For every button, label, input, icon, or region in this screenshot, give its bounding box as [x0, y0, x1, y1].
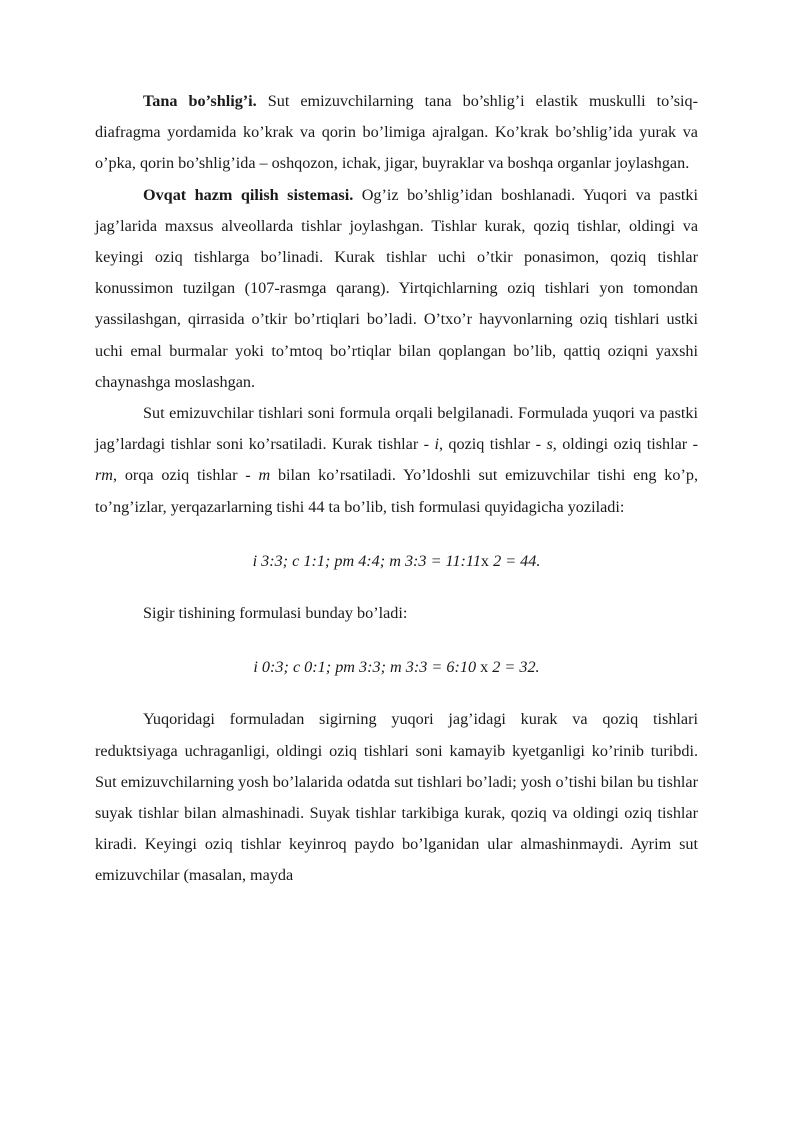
paragraph-heading: Tana bo’shlig’i. [143, 92, 257, 110]
text-run: Sut emizuvchilar tishlari soni formula orqali belgilanadi. Formulada yuqori va pastki jag’lardagi tishlar soni ko’rsatiladi. Kurak tishlar - [95, 404, 698, 454]
formula-part: 2 = 32. [488, 658, 540, 677]
symbol-molar: m [258, 466, 271, 485]
paragraph-text: Og’iz bo’shlig’idan boshlanadi. Yuqori va pastki jag’larida maxsus alveollarda tishlar joylashgan. Tishlar kurak, qoziq tishlar, oldingi va keyingi oziq tishlarga bo’linadi. Kurak tishlar uchi o’tkir ponasimon, qoziq tishlar konussimon tuzilgan (107-rasmga qarang). Yirtqichlarning oziq tishlari yon tomondan yassilashgan, qirrasida o’tkir bo’rtiqlari bo’ladi. O’txo’r hayvonlarning oziq tishlari ustki uchi emal burmalar yoki to’mtoq bo’rtiqlar bilan qoplangan bo’lib, qattiq oziqni yaxshi chaynashga moslashgan. [95, 185, 698, 391]
text-run: , orqa oziq tishlar - [113, 466, 259, 485]
paragraph-dental-formula [95, 398, 698, 523]
text-run: , oldingi oziq tishlar - [552, 435, 698, 454]
formula-multiply: x [480, 551, 490, 570]
symbol-incisor: i [434, 435, 439, 454]
text-run: bilan ko’rsatiladi. Yo’ldoshli sut emizuvchilar tishi eng ko’p, to’ng’izlar, yerqazarlarning tishi 44 ta bo’lib, tish formulasi quyidagicha yoziladi: [95, 466, 698, 516]
text-run: , qoziq tishlar - [438, 435, 547, 454]
formula-multiply: x [480, 658, 489, 677]
formula-cow [95, 652, 698, 683]
paragraph-body-cavity [95, 86, 698, 180]
formula-part: i 3:3; c 1:1; pm 4:4; m 3:3 = 11:11 [252, 551, 481, 570]
formula-part: 2 = 44. [489, 551, 541, 570]
paragraph-digestive-system [95, 180, 698, 398]
paragraph-cow-intro: Sigir tishining formulasi bunday bo’ladi: [143, 604, 408, 623]
formula-part: i 0:3; c 0:1; pm 3:3; m 3:3 = 6:10 [253, 658, 481, 677]
formula-pig [95, 546, 698, 577]
paragraph-reduction: Yuqoridagi formuladan sigirning yuqori jag’idagi kurak va qoziq tishlari reduktsiyaga uchraganligi, oldingi oziq tishlari soni kamayib kyetganligi ko’rinib turibdi. Sut emizuvchilarning yosh bo’lalarida odatda sut tishlari bo’ladi; yosh o’tishi bilan bu tishlar suyak tishlar bilan almashinadi. Suyak tishlar tarkibiga kurak, qoziq va oldingi oziq tishlar kiradi. Keyingi oziq tishlar keyinroq paydo bo’lganidan ular almashinmaydi. Ayrim sut emizuvchilar (masalan, mayda [95, 710, 698, 885]
paragraph-heading: Ovqat hazm qilish sistemasi. [143, 185, 354, 204]
symbol-canine: s [546, 435, 553, 454]
paragraph-text: Sut emizuvchilarning tana bo’shlig’i elastik muskulli to’siq-diafragma yordamida ko’krak va qorin bo’limiga ajralgan. Ko’krak bo’shlig’ida yurak va o’pka, qorin bo’shlig’ida – oshqozon, ichak, jigar, buyraklar va boshqa organlar joylashgan. [95, 92, 699, 173]
symbol-premolar: rm [95, 466, 113, 485]
page-body [95, 86, 698, 892]
